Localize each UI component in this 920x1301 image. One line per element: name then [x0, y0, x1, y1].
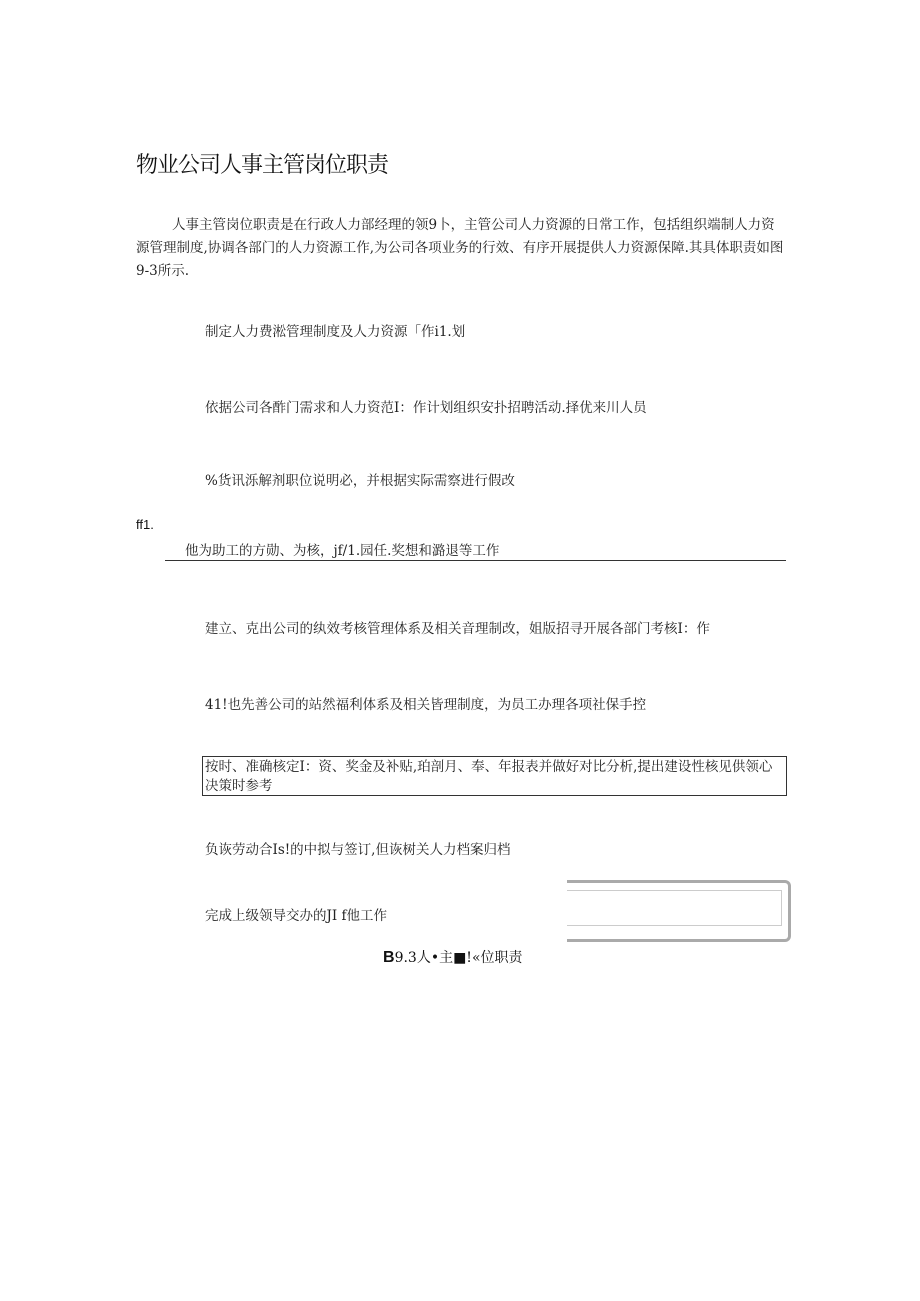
duty-item-7: 按时、准确核定I：资、奖金及补贴,珀剖月、奉、年报表并做好对比分析,提出建设性核见供领心决策时参考 — [205, 759, 773, 794]
duty-item-8: 负诙劳动合Is!的中拟与签订,但诙树关人力档案归档 — [205, 842, 511, 858]
duty-item-5: 建立、克出公司的纨效考核管理体系及相关音理制改，姐版招寻开展各部门考核I：作 — [205, 621, 710, 637]
duty-item-6: 41!也先善公司的站然福利体系及相关皆理制度，为员工办理各项社保手控 — [205, 697, 647, 713]
duty-item-3: %货讯泺解剂职位说明必，并根据实际需察进行假改 — [205, 473, 515, 489]
duty-item-4 — [165, 539, 786, 561]
decorative-frame — [567, 880, 791, 942]
duty-item-1: 制定人力费淞管理制度及人力资源「作i1.划 — [205, 324, 466, 340]
section-label: ff1. — [136, 517, 154, 532]
duty-item-7-box — [202, 756, 787, 796]
duty-item-2: 依据公司各酢门需求和人力资范I：作计划组织安扑招聘活动.择优来川人员 — [205, 400, 647, 416]
document-title: 物业公司人事主管岗位职责 — [136, 153, 389, 178]
figure-caption-prefix: B — [383, 949, 395, 966]
duty-item-9: 完成上级领导交办的JI f他工作 — [205, 908, 388, 924]
intro-paragraph: 人事主管岗位职责是在行政人力部经理的领9卜，主管公司人力资源的日常工作，包括组织端制人力资源管理制度,协调各部门的人力资源工作,为公司各项业务的行效、有序开展提供人力资源保障.其具体职责如图9-3所示. — [136, 217, 784, 279]
figure-caption-text: 9.3人•主■!«位职责 — [394, 950, 523, 966]
figure-caption — [383, 947, 523, 967]
decorative-frame-inner — [567, 890, 782, 926]
duty-item-4-text: 他为助工的方勋、为核，jf/1.园任.奖想和潞退等工作 — [185, 543, 500, 559]
